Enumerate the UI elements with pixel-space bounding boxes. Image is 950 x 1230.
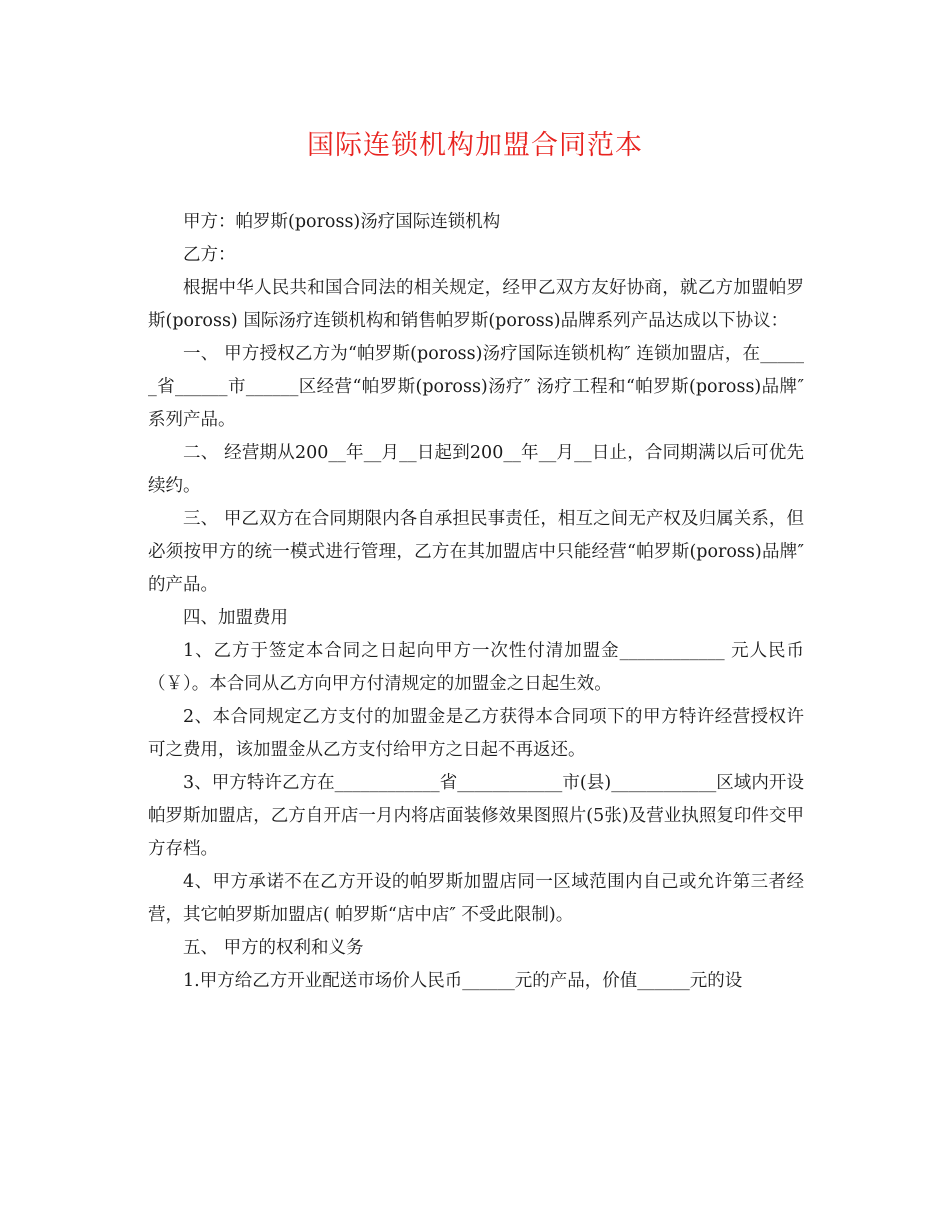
party-a-line: 甲方：帕罗斯(poross)汤疗国际连锁机构 [183, 212, 501, 232]
clause-4-4: 4、甲方承诺不在乙方开设的帕罗斯加盟店同一区域范围内自己或允许第三者经营，其它帕罗斯加盟店( 帕罗斯“店中店″ 不受此限制)。 [148, 872, 804, 925]
clause-4-2: 2、本合同规定乙方支付的加盟金是乙方获得本合同项下的甲方特许经营授权许可之费用，该加盟金从乙方支付给甲方之日起不再返还。 [148, 707, 804, 760]
clause-4-3: 3、甲方特许乙方在____________省____________市(县)____________区域内开设帕罗斯加盟店，乙方自开店一月内将店面装修效果图照片(5张)及营业执照复印件交甲方存档。 [148, 773, 804, 859]
party-b-line: 乙方： [183, 245, 236, 265]
clause-4-1: 1、乙方于签定本合同之日起向甲方一次性付清加盟金____________ 元人民币（￥）。本合同从乙方向甲方付清规定的加盟金之日起生效。 [148, 641, 804, 694]
preamble-paragraph: 根据中华人民共和国合同法的相关规定，经甲乙双方友好协商，就乙方加盟帕罗斯(poross) 国际汤疗连锁机构和销售帕罗斯(poross)品牌系列产品达成以下协议： [148, 278, 804, 331]
clause-5-1: 1.甲方给乙方开业配送市场价人民币______元的产品，价值______元的设 [183, 971, 743, 991]
clause-3: 三、 甲乙双方在合同期限内各自承担民事责任，相互之间无产权及归属关系，但必须按甲方的统一模式进行管理，乙方在其加盟店中只能经营“帕罗斯(poross)品牌″ 的产品。 [148, 509, 804, 595]
section-4-heading: 四、加盟费用 [183, 608, 288, 628]
document-body [148, 206, 804, 998]
clause-2: 二、 经营期从200__年__月__日起到200__年__月__日止，合同期满以后可优先续约。 [148, 443, 804, 496]
document-title: 国际连锁机构加盟合同范本 [307, 130, 643, 161]
section-5-heading: 五、 甲方的权利和义务 [183, 938, 364, 958]
clause-1: 一、 甲方授权乙方为“帕罗斯(poross)汤疗国际连锁机构″ 连锁加盟店，在______省______市______区经营“帕罗斯(poross)汤疗″ 汤疗工程和“帕罗斯(poross)品牌″ 系列产品。 [148, 344, 804, 430]
